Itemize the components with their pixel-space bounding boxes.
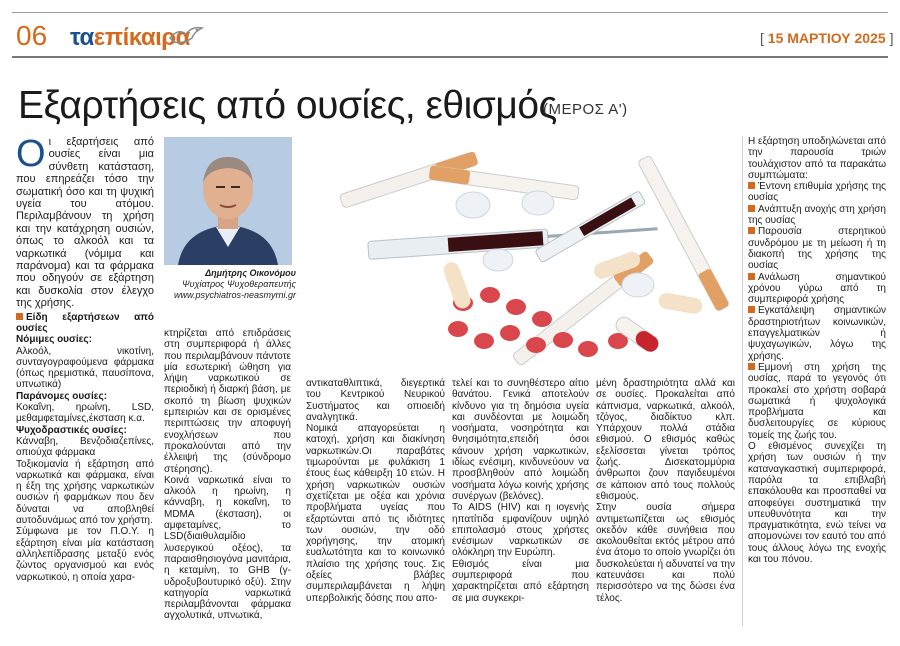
paragraph-toxicomania: Τοξικομανία ή εξάρτηση από ναρκωτικά και φάρμακα, είναι η έξη της χρήσης ναρκωτικών ουσιών ή φαρμάκων που δεν δύναται να αποβληθεί αυτοδυνάμως από τον χρήστη. [16, 458, 154, 527]
col5-paragraph-2: Στην ουσία σήμερα αντιμετωπίζεται ως εθισμός οκεδόν κάθε συνήθεια που ακολουθείται εκτός μέτρου από ένα άτομο το οποίο γνωρίζει ότι δυσκολεύεται ή αδυνατεί να την κατευνάσει και πολύ περισσότερο να της δώσει ένα τέλος. [596, 502, 735, 604]
closing-paragraph: Ο εθισμένος συνεχίζει τη χρήση των ουσιών ή την καταναγκαστική συμπεριφορά, παρόλα τα επιβλαβή επακόλουθα και προσπαθεί να αποφεύγει συστηματικά την υπευθυνότητα και την πραγματικότητα, ενώ τείνει να απομονώνει τον εαυτό του από τους άλλους λόγω της ενοχής και του πόνου. [748, 441, 886, 565]
author-name: Δημήτρης Οικονόμου [205, 268, 296, 278]
column-2 [164, 328, 291, 622]
psycho-text: Κάνναβη, Βενζοδιαζεπίνες, οπιούχα φάρμακα [16, 435, 154, 459]
article-part: (ΜΕΡΟΣ Α') [543, 101, 628, 118]
drugs-photo [298, 135, 738, 371]
symptom-item: Παρουσία στερητικού συνδρόμου με τη μείωση ή τη διακοπή της χρήσης της ουσίας [748, 226, 886, 272]
column-5 [596, 378, 735, 604]
types-heading: Είδη εξαρτήσεων από ουσίες [16, 311, 154, 334]
paragraph-who: Σύμφωνα με τον Π.Ο.Υ. η εξάρτηση είναι μία κατάσταση αλληλεπίδρασης μεταξύ ενός ζώντος οργανισμού και ενός ναρκωτικού, η οποία χαρα- [16, 526, 154, 583]
page-number: 06 [16, 20, 48, 51]
orange-square-icon [748, 227, 755, 234]
symptom-item: Ανάλωση σημαντικού χρόνου γύρω από τη συμπεριφορά χρήσης [748, 271, 886, 306]
col4-paragraph-3: Εθισμός είναι μια συμπεριφορά που χαρακτηρίζεται από εξάρτηση σε μια συγκεκρι- [452, 558, 589, 604]
illegal-text: Κοκαΐνη, ηρωίνη, LSD, μεθαμφεταμίνες,έκσταση κ.α. [16, 402, 154, 425]
column-1 [16, 133, 154, 583]
illegal-heading: Παράνομες ουσίες: [16, 390, 108, 402]
col2-paragraph-2: Κοινά ναρκωτικά είναι το αλκοόλ η ηρωίνη, η κάνναβη, η κοκαΐνη, το MDMA (έκσταση), οι αμφεταμίνες, το LSD(διαιθυλαμίδιο λυσεργικού οξέος), τα παραισθησιογόνα μανιτάρια, η κεταμίνη, το GHB (γ-υδροξυβουτυρικό οξύ). Στην κατηγορία ναρκωτικά περιλαμβάνονται φάρμακα αγχολυτικά, υπνωτικά, [164, 474, 291, 622]
article-title: Εξαρτήσεις από ουσίες, εθισμός [18, 84, 557, 127]
column-divider [742, 136, 743, 626]
col4-paragraph-2: Το AIDS (HIV) και η ιογενής ηπατίτιδα εμφανίζουν υψηλό επιπολασμό στους χρήστες ενέσιμων ναρκωτικών σε ολόκληρη την Ευρώπη. [452, 502, 589, 559]
column-6 [748, 136, 886, 565]
column-4 [452, 378, 589, 604]
symptoms-intro: Η εξάρτηση υποδηλώνεται από την παρουσία τριών τουλάχιστον από τα παρακάτω συμπτώματα: [748, 136, 886, 181]
col2-paragraph-1: κτηρίζεται από επιδράσεις στη συμπεριφορά ή άλλες που περιλαμβάνουν πάντοτε μία εσωτερική ώθηση για λήψη ναρκωτικού σε περιοδική ή διαρκή βάση, με σκοπό τη βίωση ψυχικών εμπειριών και σε ορισμένες περιπτώσεις την αποφυγή ενοχλήσεων που προκαλούνται από την έλλειψή της (σύνδρομο στέρησης). [164, 328, 291, 475]
legal-text: Αλκοόλ, νικοτίνη, συνταγογραφούμενα φάρμακα (όπως ηρεμιστικά, παυσίπονα, υπνωτικά) [16, 345, 154, 391]
date-text: 15 ΜΑΡΤΙΟΥ 2025 [767, 30, 886, 46]
author-website: www.psychiatros-neasmyrni.gr [173, 290, 296, 300]
symptom-item: Εγκατάλειψη σημαντικών δραστηριοτήτων κοινωνικών, επαγγελματικών ή ψυχαγωγικών, λόγω της χρήσης. [748, 305, 886, 362]
author-role: Ψυχίατρος Ψυχοθεραπευτής [182, 279, 296, 289]
section-main: τα [70, 24, 94, 51]
lead-paragraph: ι εξαρτήσεις από ουσίες είναι μια σύνθετη κατάσταση, που επηρεάζει τόσο την σωματική όσο και τη ψυχική υγεία του ατόμου. Περιλαμβάνουν τη χρήση και την κατάχρηση ουσιών, όπως το αλκοόλ και τα ναρκωτικά (νόμιμα και παράνομα) και τα φάρμακα που οδηγούν σε εξάρτηση και δυσκολία στον έλεγχο της χρήσης. [16, 136, 154, 310]
author-portrait-icon [164, 137, 292, 265]
symptom-item: Ανάπτυξη ανοχής στη χρήση της ουσίας [748, 203, 886, 227]
legal-heading: Νόμιμες ουσίες: [16, 334, 92, 346]
col4-paragraph-1: τελεί και το συνηθέστερο αίτιο θανάτου. Γενικά αποτελούν κίνδυνο για τη δημόσια υγεία και συνδέονται με λοιμώδη νοσήματα, νοσηρότητα και θνησιμότητα,επειδή όσοι κάνουν χρήση ναρκωτικών, ιδίως ενέσιμη, κινδυνεύουν να προσβληθούν από λοιμώδη νοσήματα λόγω κοινής χρήσης συνέργων (βελόνες). [452, 378, 589, 502]
psycho-heading: Ψυχοδραστικές ουσίες: [16, 424, 127, 436]
header-rule [12, 56, 888, 58]
top-rule [12, 12, 888, 13]
bird-logo-icon [168, 24, 204, 46]
drop-cap: Ο [16, 133, 46, 175]
orange-square-icon [748, 205, 755, 212]
section-accent: επίκαιρα [93, 24, 190, 51]
issue-date: [ 15 ΜΑΡΤΙΟΥ 2025 ] [760, 30, 894, 46]
orange-square-icon [748, 273, 755, 280]
symptom-item: Εμμονή στη χρήση της ουσίας, παρά το γεγονός ότι προκαλεί στο χρήστη σοβαρά σωματικά ή ψυχολογικά προβλήματα και δυσλειτουργίες σε κύριους τομείς της ζωής του. [748, 361, 886, 441]
author-photo [164, 137, 292, 265]
orange-square-icon [16, 313, 23, 320]
symptom-item: Έντονη επιθυμία χρήσης της ουσίας [748, 181, 886, 204]
pills-cigarettes-syringe-icon [298, 135, 738, 371]
col5-paragraph-1: μένη δραστηριότητα αλλά και σε ουσίες. Προκαλείται από κάπνισμα, ναρκωτικά, αλκοόλ, τζόγος, διαδίκτυο κλπ. Υπάρχουν πολλά στάδια εθισμού. Ο εθισμός καθώς εξελίσσεται γίνεται τρόπος ζωής. Δισεκατομμύρια άνθρωποι ζουν παγιδευμένοι σε κάποιον από τους πολλούς εθισμούς. [596, 378, 735, 502]
orange-square-icon [748, 182, 755, 189]
orange-square-icon [748, 306, 755, 313]
orange-square-icon [748, 363, 755, 370]
col3-paragraph-2: Νομικά απαγορεύεται η κατοχή, χρήση και διακίνηση ναρκωτικών.Οι παραβάτες τιμωρούνται με φυλάκιση 1 έτους έως κάθειρξη 10 ετών. Η χρήση ναρκωτικών ουσιών σχετίζεται με οξέα και χρόνια προβλήματα υγείας που εξαρτώνται από τις ιδιότητες των ουσιών, την οδό χορήγησης, την ατομική ευαλωτότητα και το κοινωνικό πλαίσιο της χρήσης τους. Σις οξείες βλάβες συμπεριλαμβάνεται η λήψη υπερβολικής δόσης που απο- [306, 423, 445, 604]
column-3 [306, 378, 445, 604]
author-caption [164, 268, 296, 301]
col3-paragraph-1: αντικαταθλιπτικά, διεγερτικά του Κεντρικού Νευρικού Συστήματος και οπιοειδή αναλγητικά. [306, 378, 445, 423]
